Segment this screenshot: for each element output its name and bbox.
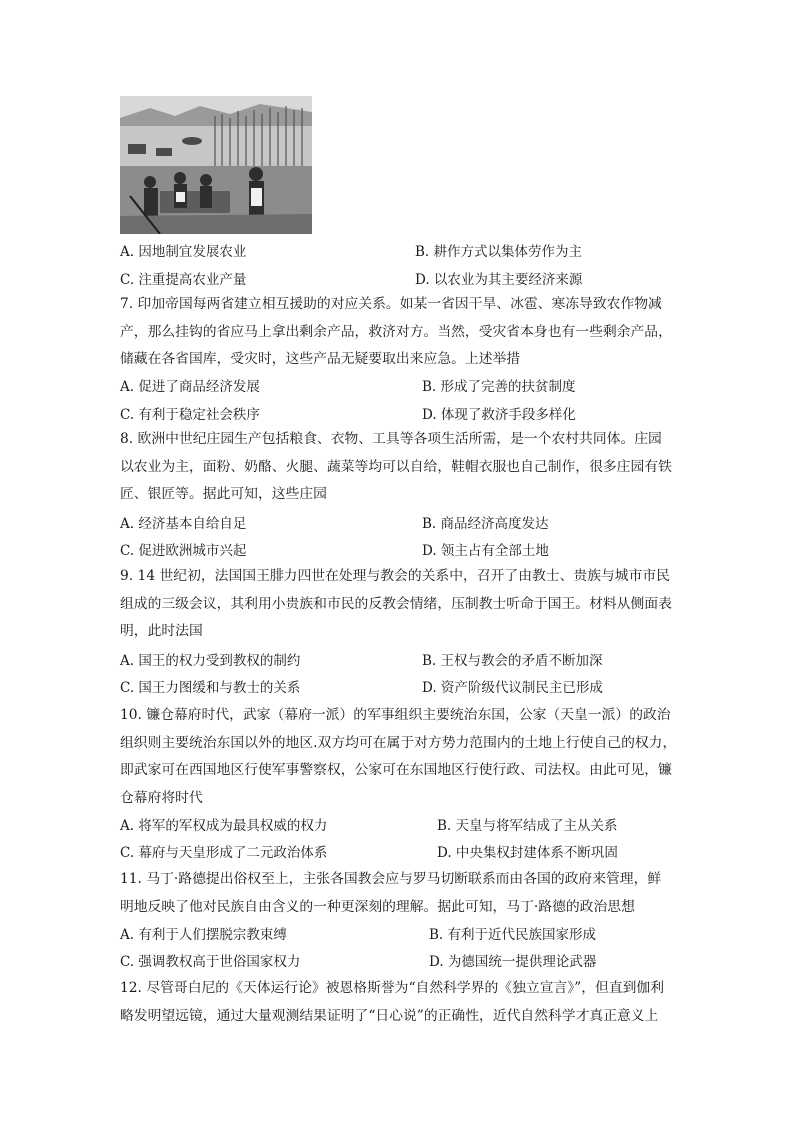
q7-line-3: 储藏在各省国库，受灾时，这些产品无疑要取出来应急。上述举措 <box>120 351 521 367</box>
q10-line-4: 仓幕府将时代 <box>120 789 203 806</box>
q11-option-b: B. 有利于近代民族国家形成 <box>429 927 597 943</box>
q7-option-c: C. 有利于稳定社会秩序 <box>120 407 260 423</box>
q11-options-row-2 <box>120 951 700 973</box>
q12-stem <box>120 975 676 1030</box>
q8-option-a: A. 经济基本自给自足 <box>120 516 247 532</box>
illustration-drawing <box>120 96 312 234</box>
q11-line-2: 明地反映了他对民族自由含义的一种更深刻的理解。据此可知，马丁·路德的政治思想 <box>120 898 635 915</box>
q10-option-b: B. 天皇与将军结成了主从关系 <box>437 818 618 834</box>
q11-option-a: A. 有利于人们摆脱宗教束缚 <box>120 927 287 943</box>
q11-option-c: C. 强调教权高于世俗国家权力 <box>120 954 301 970</box>
q9-option-c: C. 国王力图缓和与教士的关系 <box>120 680 301 696</box>
q12-line-1: 12. 尽管哥白尼的《天体运行论》被恩格斯誉为“自然科学界的《独立宣言》”，但直到伽利 <box>120 980 665 996</box>
q10-option-d: D. 中央集权封建体系不断巩固 <box>437 845 618 861</box>
q7-line-1: 7. 印加帝国每两省建立相互援助的对应关系。如某一省因干旱、冰雹、寒冻导致农作物减 <box>120 296 662 312</box>
q9-option-d: D. 资产阶级代议制民主已形成 <box>422 680 603 696</box>
q8-line-1: 8. 欧洲中世纪庄园生产包括粮食、衣物、工具等各项生活所需，是一个农村共同体。庄园 <box>120 431 662 447</box>
q10-options-row-2 <box>120 842 700 864</box>
q11-line-1: 11. 马丁·路德提出俗权至上，主张各国教会应与罗马切断联系而由各国的政府来管理，鲜 <box>120 871 662 887</box>
q11-stem <box>120 866 676 921</box>
q10-line-3: 即武家可在西国地区行使军事警察权，公家可在东国地区行使行政、司法权。由此可见，镰 <box>120 762 672 778</box>
q9-line-3: 明，此时法国 <box>120 623 203 639</box>
q10-options-row-1 <box>120 815 700 837</box>
q9-line-1: 9. 14 世纪初，法国国王腓力四世在处理与教会的关系中，召开了由教士、贵族与城市市民 <box>120 568 670 584</box>
q9-options-row-1 <box>120 650 700 672</box>
q8-option-c: C. 促进欧洲城市兴起 <box>120 543 247 559</box>
q10-line-2: 组织则主要统治东国以外的地区.双方均可在属于对方势力范围内的土地上行使自己的权力， <box>120 734 677 751</box>
q7-option-d: D. 体现了救济手段多样化 <box>422 407 576 423</box>
q10-option-c: C. 幕府与天皇形成了二元政治体系 <box>120 845 328 861</box>
q8-stem <box>120 426 676 509</box>
q12-line-2: 略发明望远镜，通过大量观测结果证明了“日心说”的正确性，近代自然科学才真正意义上 <box>120 1007 659 1024</box>
q7-options-row-1 <box>120 376 700 398</box>
q6-options-row-2 <box>120 269 700 291</box>
q7-line-2: 产，那么挂钩的省应马上拿出剩余产品，救济对方。当然，受灾省本身也有一些剩余产品， <box>120 323 672 340</box>
q10-option-a: A. 将军的军权成为最具权威的权力 <box>120 818 328 834</box>
q10-line-1: 10. 镰仓幕府时代，武家（幕府一派）的军事组织主要统治东国，公家（天皇一派）的政治 <box>120 707 671 723</box>
q6-option-b: B. 耕作方式以集体劳作为主 <box>415 244 583 260</box>
q8-line-2: 以农业为主，面粉、奶酪、火腿、蔬菜等均可以自给，鞋帽衣服也自己制作，很多庄园有铁 <box>120 458 672 475</box>
q8-options-row-1 <box>120 513 700 535</box>
q8-line-3: 匠、银匠等。据此可知，这些庄园 <box>120 486 327 502</box>
q8-options-row-2 <box>120 540 700 562</box>
q8-option-b: B. 商品经济高度发达 <box>422 516 549 532</box>
q6-option-c: C. 注重提高农业产量 <box>120 272 247 288</box>
q7-option-b: B. 形成了完善的扶贫制度 <box>422 379 576 395</box>
q9-option-a: A. 国王的权力受到教权的制约 <box>120 653 301 669</box>
q7-stem <box>120 291 676 374</box>
q10-stem <box>120 702 676 812</box>
q9-option-b: B. 王权与教会的矛盾不断加深 <box>422 653 603 669</box>
q9-options-row-2 <box>120 677 700 699</box>
q6-option-d: D. 以农业为其主要经济来源 <box>415 272 583 288</box>
q9-line-2: 组成的三级会议，其利用小贵族和市民的反教会情绪，压制教士听命于国王。材料从侧面表 <box>120 595 672 612</box>
illustration-chinampa-farming <box>120 96 312 234</box>
q8-option-d: D. 领主占有全部土地 <box>422 543 549 559</box>
q11-option-d: D. 为德国统一提供理论武器 <box>429 954 597 970</box>
q7-option-a: A. 促进了商品经济发展 <box>120 379 260 395</box>
q9-stem <box>120 563 676 646</box>
q6-option-a: A. 因地制宜发展农业 <box>120 244 247 260</box>
q11-options-row-1 <box>120 924 700 946</box>
q7-options-row-2 <box>120 404 700 426</box>
q6-options-row-1 <box>120 241 700 263</box>
